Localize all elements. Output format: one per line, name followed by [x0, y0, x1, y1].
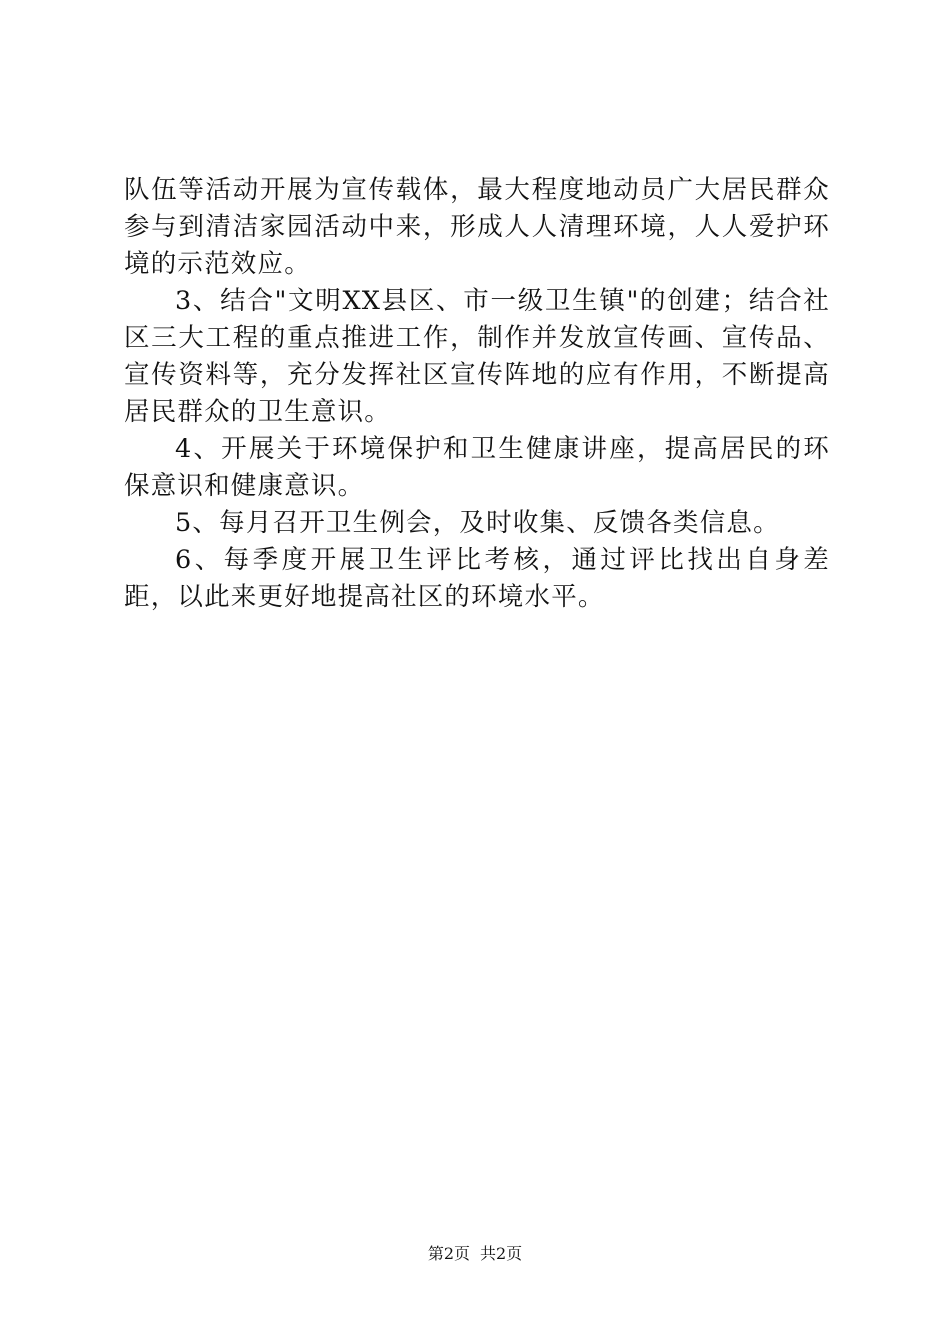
document-body — [124, 172, 830, 616]
paragraph-item-5: 5、每月召开卫生例会，及时收集、反馈各类信息。 — [175, 508, 780, 538]
paragraph-item-3: 3、结合"文明XX县区、市一级卫生镇"的创建；结合社区三大工程的重点推进工作，制作并发放宣传画、宣传品、宣传资料等，充分发挥社区宣传阵地的应有作用，不断提高居民群众的卫生意识。 — [124, 286, 830, 427]
page-number: 第2页 — [427, 1244, 470, 1263]
page-footer — [0, 1243, 950, 1265]
paragraph-item-4: 4、开展关于环境保护和卫生健康讲座，提高居民的环保意识和健康意识。 — [124, 434, 830, 501]
paragraph-item-6: 6、每季度开展卫生评比考核，通过评比找出自身差距，以此来更好地提高社区的环境水平。 — [124, 545, 830, 612]
paragraph-continuation: 队伍等活动开展为宣传载体，最大程度地动员广大居民群众参与到清洁家园活动中来，形成人人清理环境，人人爱护环境的示范效应。 — [124, 175, 830, 279]
page-total: 共2页 — [480, 1244, 523, 1263]
